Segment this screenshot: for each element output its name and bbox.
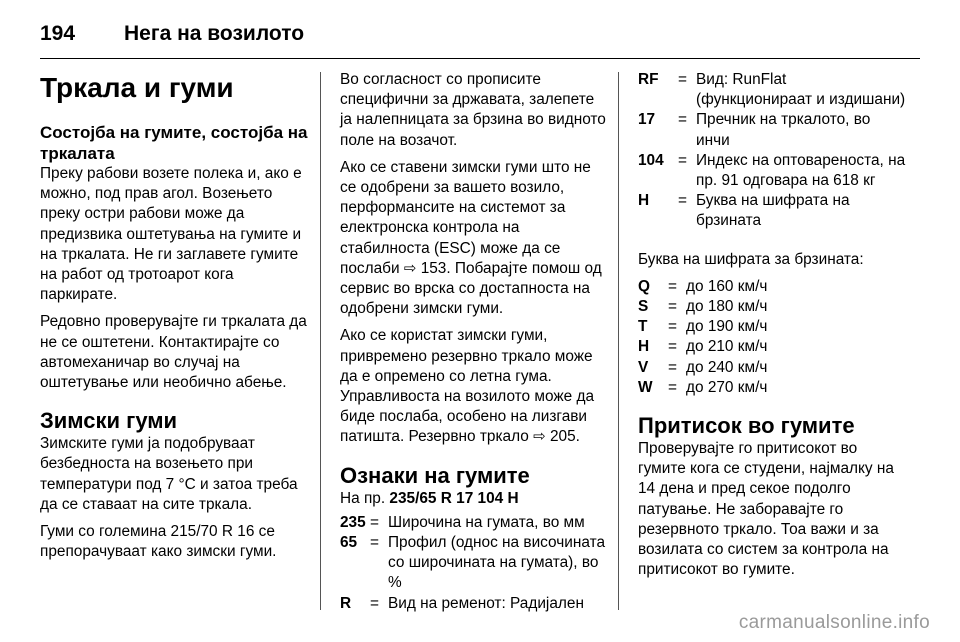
page-ref-arrow-icon: ⇨	[403, 259, 417, 277]
speed-code-list	[638, 277, 906, 398]
header-divider	[40, 58, 920, 59]
chapter-title: Нега на возилото	[124, 22, 305, 45]
definition-row: 17 = Пречник на тркалото, во инчи	[638, 111, 871, 149]
column-divider-1	[320, 72, 321, 610]
column-3	[638, 70, 906, 587]
column-divider-2	[618, 72, 619, 610]
page-number: 194	[40, 22, 76, 45]
speed-row: T = до 190 км/ч	[638, 318, 768, 336]
winter-heading: Зимски гуми	[40, 408, 178, 434]
speed-row: Q = до 160 км/ч	[638, 277, 768, 295]
speed-row: H = до 210 км/ч	[638, 338, 768, 356]
page-ref-205[interactable]: 205	[549, 428, 576, 446]
page-header	[40, 14, 920, 58]
watermark: carmanualsonline.info	[738, 612, 930, 633]
speed-code-intro: Буква на шифрата за брзината:	[638, 250, 864, 268]
condition-heading: Состојба на гумите, состојба на тркалата	[40, 123, 308, 163]
markings-definitions-continued	[638, 70, 906, 232]
section-title: Тркала и гуми	[40, 72, 234, 103]
spare-wheel-paragraph: Ако се користат зимски гуми, привремено резервно тркало може да е опремено со летна гума. Управливоста на возилото може да биде послаба, особено на лизгави патишта. Резервно тркало ⇨ 205.	[340, 327, 595, 446]
column-2	[340, 70, 606, 618]
definition-row: 104 = Индекс на оптовареноста, на пр. 91 одговара на 618 кг	[638, 151, 906, 190]
page-ref-arrow-icon: ⇨	[533, 428, 546, 446]
winter-paragraph-2: Гуми со големина 215/70 R 16 се препорачуваат како зимски гуми.	[40, 523, 277, 561]
example-code: 235/65 R 17 104 H	[389, 489, 519, 507]
condition-paragraph-2: Редовно проверувајте ги тркалата да не се оштетени. Контактирајте со автомеханичар во случај на оштетување или необично абење.	[40, 313, 307, 392]
pressure-heading: Притисок во гумите	[638, 413, 855, 439]
markings-definitions	[340, 513, 606, 614]
example-line: На пр. 235/65 R 17 104 H	[340, 489, 519, 507]
winter-paragraph-1: Зимските гуми ја подобруваат безбедноста на возењето при температури под 7 °C и затоа треба да се ставаат на сите тркала.	[40, 435, 298, 513]
definition-row: RF = Вид: RunFlat (функционираат и издишани)	[638, 71, 906, 109]
speed-row: S = до 180 км/ч	[638, 298, 768, 316]
sticker-paragraph: Во согласност со прописите специфични за државата, залепете ја налепницата за брзина во видното поле на возачот.	[340, 71, 606, 149]
definition-row: R = Вид на ременот: Радијален	[340, 594, 584, 612]
markings-heading: Ознаки на гумите	[340, 462, 530, 488]
speed-row: W = до 270 км/ч	[638, 378, 768, 396]
condition-paragraph-1: Преку рабови возете полека и, ако е можно, под прав агол. Возењето преку остри рабови може да предизвика оштетувања на гумите и на тркалата. Не ги заглавете гумите на работ од тротоарот кога паркирате.	[40, 165, 302, 304]
definition-row: 235 = Широчина на гумата, во мм	[340, 513, 585, 531]
esc-paragraph: Ако се ставени зимски гуми што не се одобрени за вашето возило, перформансите на системот за електронска контрола на стабилноста (ESC) може да се послаби ⇨ 153. Побарајте помош од сервис во врска со достапноста на одобрени зимски гуми.	[340, 158, 602, 318]
pressure-paragraph: Проверувајте го притисокот во гумите кога се студени, најмалку на 14 дена и пред секое подолго патување. Не заборавајте го резервното тркало. Тоа важи и за возилата со систем за контрола на притисокот во гумите.	[638, 440, 894, 579]
page-ref-153[interactable]: 153	[420, 259, 447, 277]
column-1	[40, 70, 308, 569]
definition-row: H = Буква на шифрата на брзината	[638, 192, 850, 230]
speed-row: V = до 240 км/ч	[638, 358, 768, 376]
definition-row: 65 = Профил (однос на височината со широчината на гумата), во %	[340, 534, 606, 592]
